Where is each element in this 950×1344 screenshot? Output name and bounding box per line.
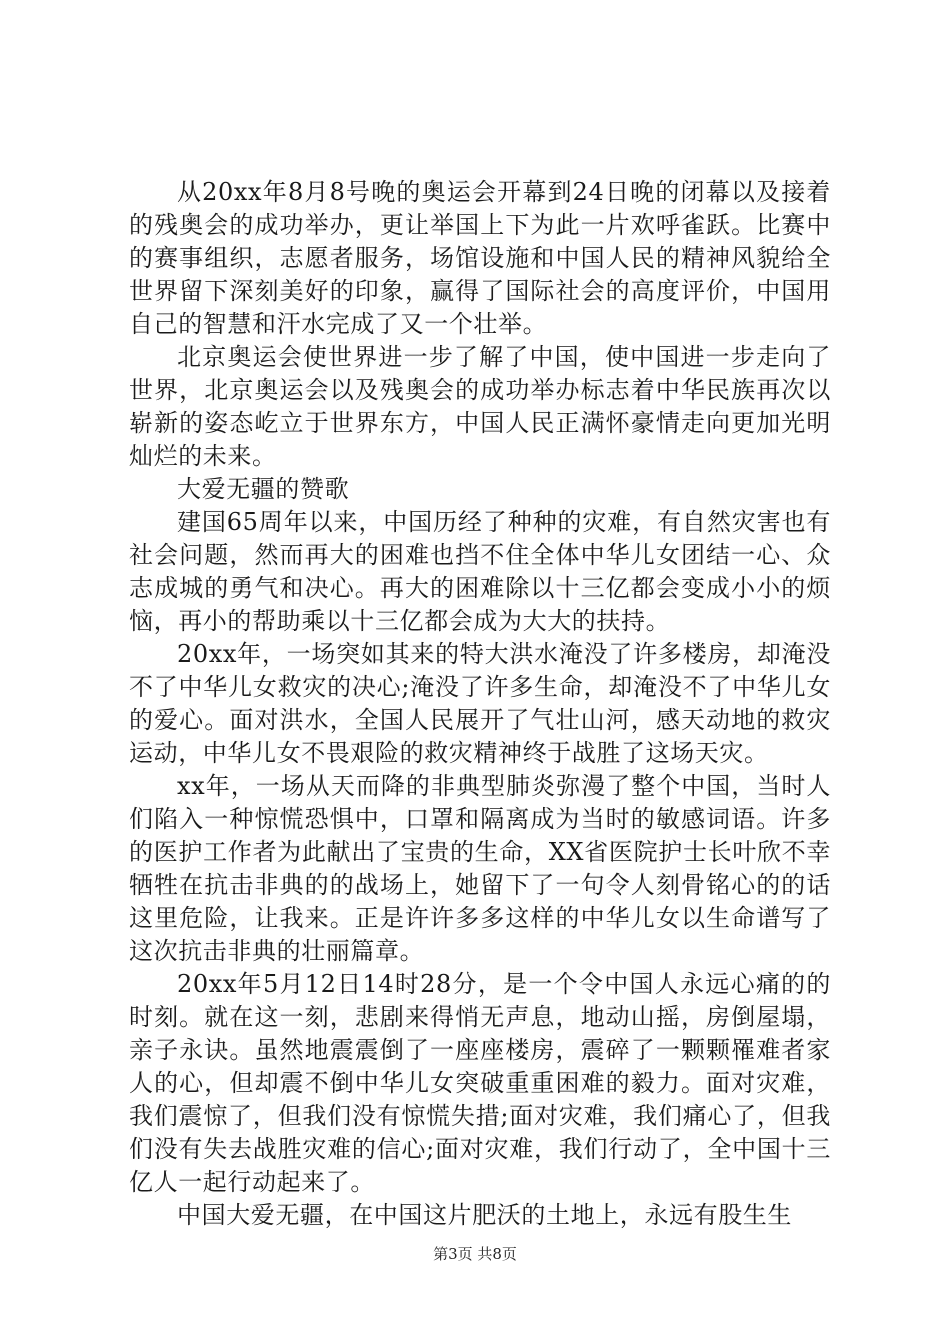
- paragraph-flood: 20xx年，一场突如其来的特大洪水淹没了许多楼房，却淹没不了中华儿女救灾的决心;淹没了许多生命，却淹没不了中华儿女的爱心。面对洪水，全国人民展开了气壮山河，感天动地的救灾运动，中华儿女不畏艰险的救灾精神终于战胜了这场天灾。: [129, 640, 831, 767]
- page-footer: 第3页 共8页: [433, 1245, 517, 1263]
- paragraph-sars: xx年，一场从天而降的非典型肺炎弥漫了整个中国，当时人们陷入一种惊慌恐惧中，口罩和隔离成为当时的敏感词语。许多的医护工作者为此献出了宝贵的生命，XX省医院护士长叶欣不幸牺牲在抗击非典的的战场上，她留下了一句令人刻骨铭心的的话这里危险，让我来。正是许许多多这样的中华儿女以生命谱写了这次抗击非典的壮丽篇章。: [129, 772, 831, 965]
- section-heading: 大爱无疆的赞歌: [177, 475, 350, 503]
- paragraph-disasters-intro: 建国65周年以来，中国历经了种种的灾难，有自然灾害也有社会问题，然而再大的困难也挡不住全体中华儿女团结一心、众志成城的勇气和决心。再大的困难除以十三亿都会变成小小的烦恼，再小的帮助乘以十三亿都会成为大大的扶持。: [129, 508, 831, 635]
- paragraph-olympics-opening: 从20xx年8月8号晚的奥运会开幕到24日晚的闭幕以及接着的残奥会的成功举办，更让举国上下为此一片欢呼雀跃。比赛中的赛事组织，志愿者服务，场馆设施和中国人民的精神风貌给全世界留下深刻美好的印象，赢得了国际社会的高度评价，中国用自己的智慧和汗水完成了又一个壮举。: [129, 178, 831, 338]
- paragraph-great-love: 中国大爱无疆，在中国这片肥沃的土地上，永远有股生生: [177, 1201, 792, 1229]
- paragraph-olympics-impact: 北京奥运会使世界进一步了解了中国，使中国进一步走向了世界，北京奥运会以及残奥会的成功举办标志着中华民族再次以崭新的姿态屹立于世界东方，中国人民正满怀豪情走向更加光明灿烂的未来。: [129, 343, 831, 470]
- document-body: [129, 176, 831, 1232]
- paragraph-earthquake: 20xx年5月12日14时28分，是一个令中国人永远心痛的的时刻。就在这一刻，悲剧来得悄无声息，地动山摇，房倒屋塌，亲子永诀。虽然地震震倒了一座座楼房，震碎了一颗颗罹难者家人的心，但却震不倒中华儿女突破重重困难的毅力。面对灾难，我们震惊了，但我们没有惊慌失措;面对灾难，我们痛心了，但我们没有失去战胜灾难的信心;面对灾难，我们行动了，全中国十三亿人一起行动起来了。: [129, 970, 831, 1196]
